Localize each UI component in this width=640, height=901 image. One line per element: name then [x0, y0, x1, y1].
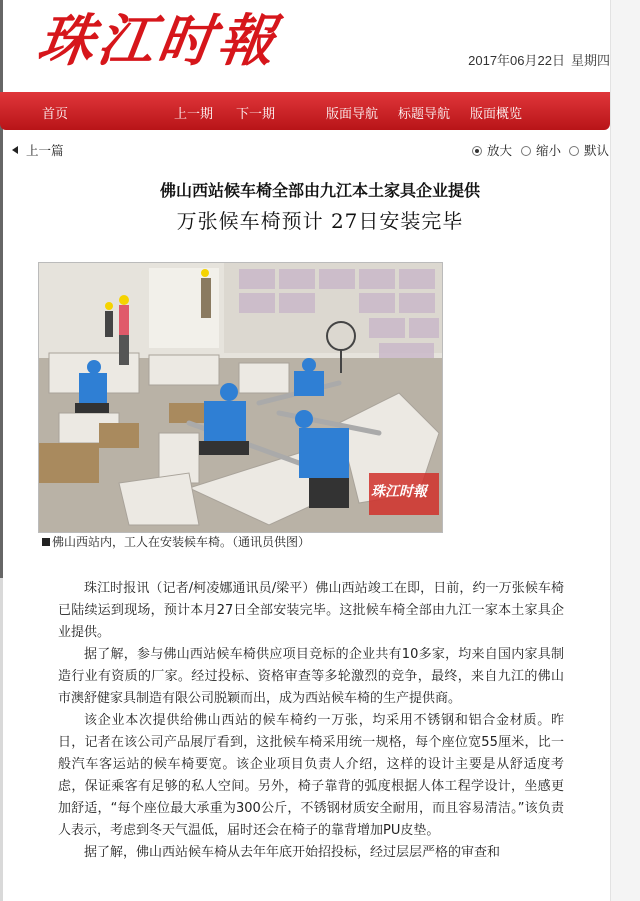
zoom-default-option[interactable] — [569, 141, 609, 159]
zoom-out-option[interactable] — [521, 141, 561, 159]
article-paragraph: 据了解，参与佛山西站候车椅供应项目竞标的企业共有10多家，均来自国内家具制造行业有资质的厂家。经过投标、资格审查等多轮激烈的竞争，最终，来自九江的佛山市澳舒健家具制造有限公司脱颖而出，成为西站候车椅的生产提供商。 — [58, 647, 564, 706]
nav-headline-navigation[interactable]: 标题导航 — [398, 106, 451, 121]
left-edge-dark — [0, 0, 3, 578]
prev-article-label: 上一篇 — [26, 144, 64, 158]
logo-text: 珠江时報 — [33, 8, 283, 74]
photo-watermark: 珠江时報 — [371, 484, 427, 500]
nav-home[interactable]: 首页 — [42, 106, 69, 121]
radio-icon — [521, 146, 531, 156]
zoom-default-label: 默认 — [584, 144, 610, 158]
article-headline — [0, 178, 640, 234]
article-toolbar — [0, 138, 610, 160]
radio-icon — [569, 146, 579, 156]
nav-page-overview[interactable]: 版面概览 — [470, 106, 523, 121]
article-body — [58, 578, 564, 864]
right-scroll-strip — [610, 0, 640, 901]
left-triangle-icon — [12, 146, 18, 154]
photo-caption — [42, 533, 310, 550]
article-kicker: 佛山西站候车椅全部由九江本土家具企业提供 — [159, 181, 480, 200]
nav-next-issue[interactable]: 下一期 — [236, 106, 276, 121]
zoom-out-label: 缩小 — [536, 144, 562, 158]
article-title: 万张候车椅预计 27日安装完毕 — [176, 209, 464, 233]
article-paragraph: 珠江时报讯（记者/柯凌娜通讯员/梁平）佛山西站竣工在即，日前，约一万张候车椅已陆续运到现场，预计本月27日全部安装完毕。这批候车椅全部由九江一家本土家具企业提供。 — [58, 581, 564, 640]
masthead — [20, 0, 610, 92]
article-paragraph: 据了解，佛山西站候车椅从去年年底开始招投标，经过层层严格的审查和 — [84, 845, 501, 860]
issue-date — [462, 50, 610, 69]
left-edge-bar — [0, 0, 3, 901]
issue-weekday: 星期四 — [570, 53, 610, 68]
zoom-in-option[interactable] — [472, 141, 512, 159]
nav-prev-issue[interactable]: 上一期 — [174, 106, 214, 121]
newspaper-logo[interactable] — [33, 6, 358, 76]
zoom-in-label: 放大 — [487, 144, 513, 158]
caption-square-icon — [42, 538, 50, 546]
article-photo[interactable] — [38, 262, 443, 533]
prev-article-link[interactable] — [12, 141, 64, 159]
nav-page-navigation[interactable]: 版面导航 — [326, 106, 379, 121]
radio-selected-icon — [472, 146, 482, 156]
issue-date-text: 2017年06月22日 — [468, 53, 565, 68]
photo-caption-text: 佛山西站内，工人在安装候车椅。（通讯员供图） — [52, 535, 311, 549]
article-paragraph: 该企业本次提供给佛山西站的候车椅约一万张，均采用不锈钢和铝合金材质。昨日，记者在该公司产品展厅看到，这批候车椅采用统一规格，每个座位宽55厘米，比一般汽车客运站的候车椅要宽。该企业项目负责人介绍，这样的设计主要是从舒适度考虑，保证乘客有足够的私人空间。另外，椅子靠背的弧度根据人体工程学设计，坐感更加舒适，“每个座位最大承重为300公斤，不锈钢材质安全耐用，而且容易清洁。”该负责人表示，考虑到冬天气温低，届时还会在椅子的靠背增加PU皮垫。 — [58, 713, 564, 838]
main-navbar — [0, 92, 610, 130]
